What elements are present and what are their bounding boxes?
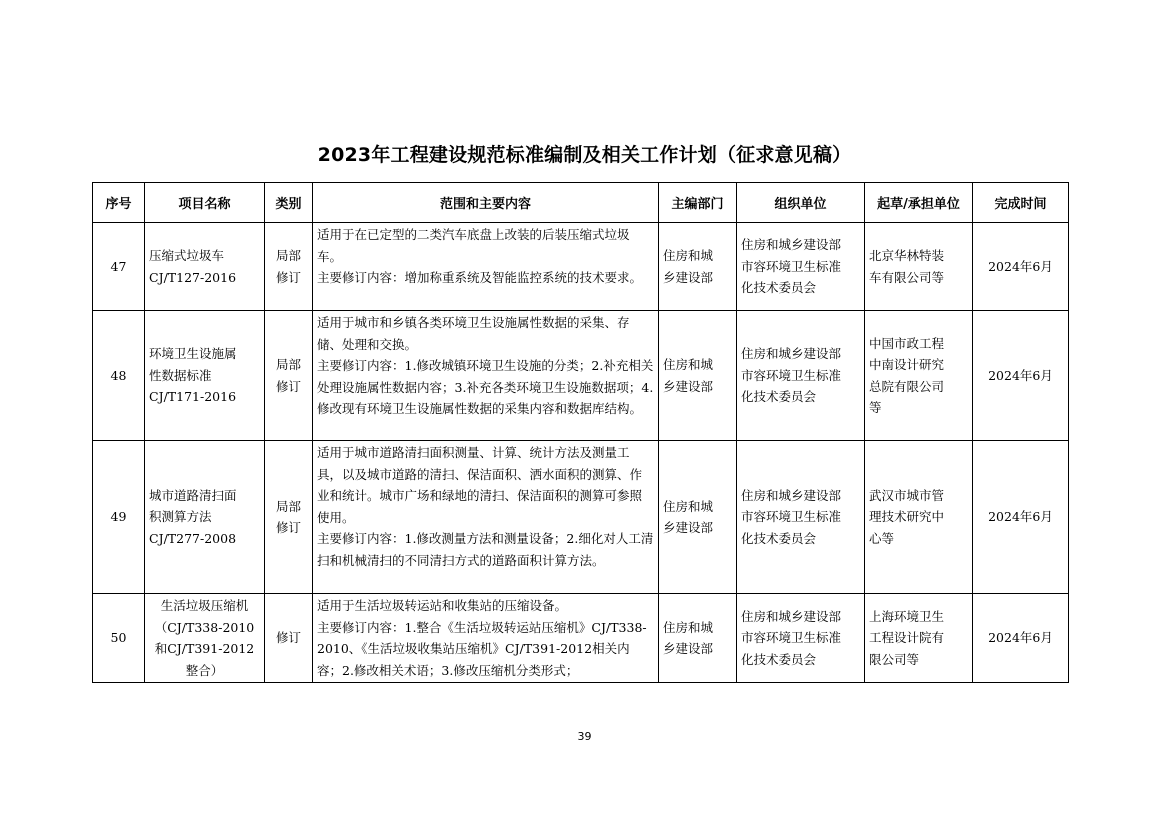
editor-dept: 住房和城 乡建设部: [659, 594, 737, 683]
table-row: [93, 223, 1069, 311]
table-row: [93, 594, 1069, 683]
deadline: 2024年6月: [973, 594, 1069, 683]
row-no: 50: [93, 594, 145, 683]
deadline: 2024年6月: [973, 311, 1069, 441]
deadline: 2024年6月: [973, 441, 1069, 594]
row-no: 48: [93, 311, 145, 441]
project-category: 修订: [265, 594, 313, 683]
table-row: [93, 441, 1069, 594]
project-content: 适用于城市和乡镇各类环境卫生设施属性数据的采集、存储、处理和交换。 主要修订内容：1.修改城镇环境卫生设施的分类；2.补充相关处理设施属性数据内容；3.补充各类环境卫生设施数据项；4.修改现有环境卫生设施属性数据的采集内容和数据库结构。: [313, 311, 659, 441]
org-unit: 住房和城乡建设部 市容环境卫生标准 化技术委员会: [737, 441, 865, 594]
project-content: 适用于在已定型的二类汽车底盘上改装的后装压缩式垃圾车。 主要修订内容：增加称重系统及智能监控系统的技术要求。: [313, 223, 659, 311]
drafter-unit: 上海环境卫生 工程设计院有 限公司等: [865, 594, 973, 683]
header-name: 项目名称: [145, 183, 265, 223]
project-content-cell: [313, 594, 659, 683]
header-drafter: 起草/承担单位: [865, 183, 973, 223]
row-no: 49: [93, 441, 145, 594]
project-name: 生活垃圾压缩机 （CJ/T338-2010 和CJ/T391-2012 整合）: [145, 594, 265, 683]
project-category: 局部 修订: [265, 223, 313, 311]
org-unit: 住房和城乡建设部 市容环境卫生标准 化技术委员会: [737, 594, 865, 683]
project-content: 适用于生活垃圾转运站和收集站的压缩设备。 主要修订内容：1.整合《生活垃圾转运站压缩机》CJ/T338-2010、《生活垃圾收集站压缩机》CJ/T391-2012相关内容；2.修改相关术语；3.修改压缩机分类形式；: [317, 598, 647, 678]
project-name: 环境卫生设施属 性数据标准 CJ/T171-2016: [145, 311, 265, 441]
page-title: 2023年工程建设规范标准编制及相关工作计划（征求意见稿）: [317, 144, 852, 166]
page-number: 39: [577, 730, 592, 743]
header-deadline: 完成时间: [973, 183, 1069, 223]
editor-dept: 住房和城 乡建设部: [659, 311, 737, 441]
header-content: 范围和主要内容: [313, 183, 659, 223]
work-plan-table: [92, 182, 1069, 683]
drafter-unit: 北京华林特装 车有限公司等: [865, 223, 973, 311]
header-category: 类别: [265, 183, 313, 223]
project-content: 适用于城市道路清扫面积测量、计算、统计方法及测量工具，以及城市道路的清扫、保洁面积、洒水面积的测算、作业和统计。城市广场和绿地的清扫、保洁面积的测算可参照使用。 主要修订内容：1.修改测量方法和测量设备；2.细化对人工清扫和机械清扫的不同清扫方式的道路面积计算方法。: [313, 441, 659, 594]
editor-dept: 住房和城 乡建设部: [659, 441, 737, 594]
table-row: [93, 311, 1069, 441]
drafter-unit: 武汉市城市管 理技术研究中 心等: [865, 441, 973, 594]
deadline: 2024年6月: [973, 223, 1069, 311]
header-org-unit: 组织单位: [737, 183, 865, 223]
project-category: 局部 修订: [265, 311, 313, 441]
drafter-unit: 中国市政工程 中南设计研究 总院有限公司 等: [865, 311, 973, 441]
project-category: 局部 修订: [265, 441, 313, 594]
project-name: 城市道路清扫面 积测算方法 CJ/T277-2008: [145, 441, 265, 594]
org-unit: 住房和城乡建设部 市容环境卫生标准 化技术委员会: [737, 223, 865, 311]
row-no: 47: [93, 223, 145, 311]
project-name: 压缩式垃圾车 CJ/T127-2016: [145, 223, 265, 311]
org-unit: 住房和城乡建设部 市容环境卫生标准 化技术委员会: [737, 311, 865, 441]
editor-dept: 住房和城 乡建设部: [659, 223, 737, 311]
table-header-row: [93, 183, 1069, 223]
header-no: 序号: [93, 183, 145, 223]
header-editor-dept: 主编部门: [659, 183, 737, 223]
